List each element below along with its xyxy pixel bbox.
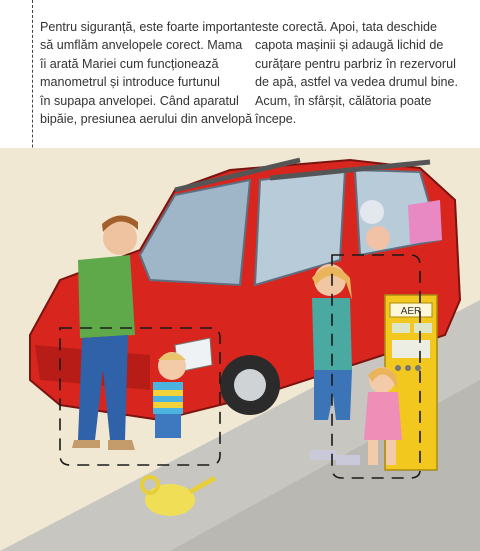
car-illustration (0, 148, 480, 551)
pump-sign-label: AER (400, 306, 422, 317)
text-column-right: este corectă. Apoi, tata deschide capota mașinii și adaugă lichid de curățare pentru parbriz în rezervorul de apă, astfel va vedea drumul bine. Acum, în sfârșit, călătoria poate începe. (255, 20, 459, 127)
text-column-left: Pentru siguranță, este foarte important să umflăm anvelopele corect. Mama îi arată Mariei cum funcționează manometrul și introduce furtunul în supapa anvelopei. Când aparatul bipăie, presiunea aerului din anvelopă (40, 20, 255, 127)
